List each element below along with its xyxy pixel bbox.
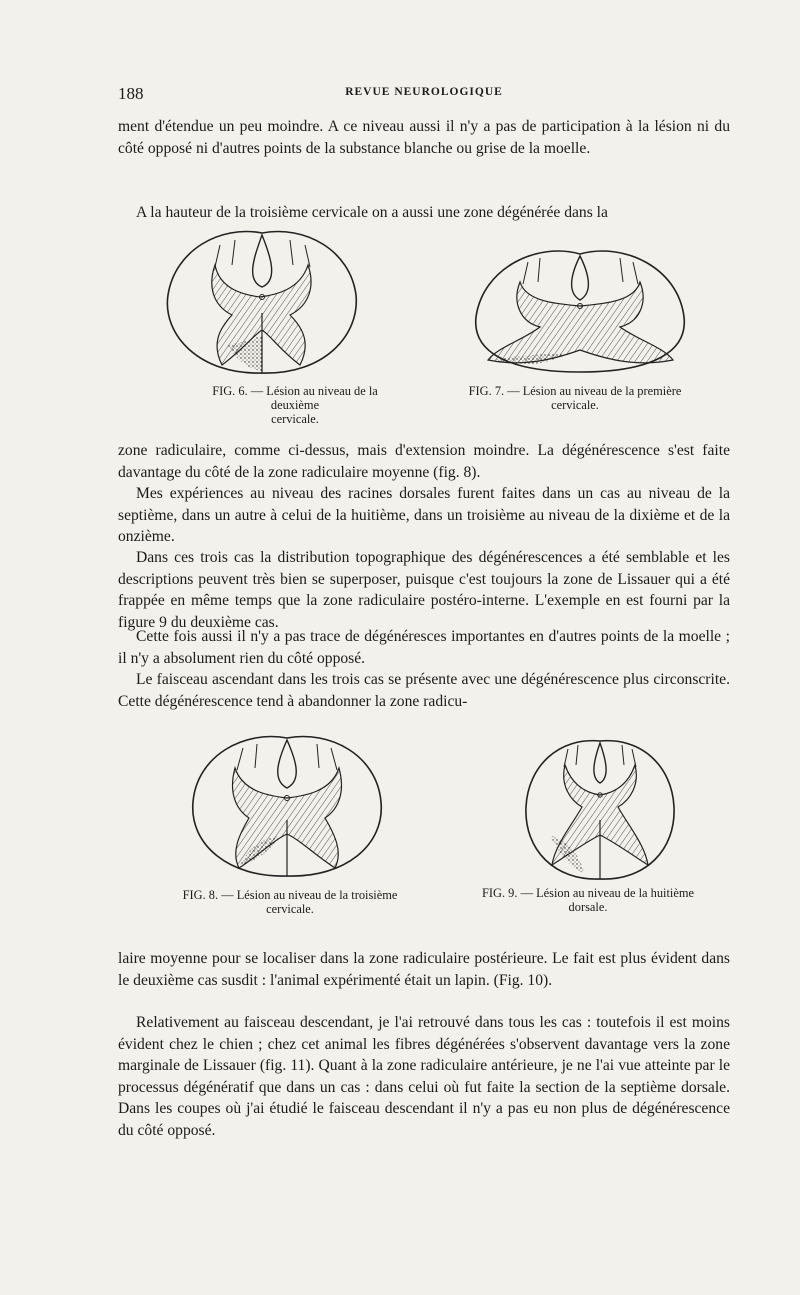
paragraph-1: ment d'étendue un peu moindre. A ce niveau aussi il n'y a pas de participation à la lésion ni du côté opposé ni d'autres points de la substance blanche ou grise de la moelle.: [118, 118, 730, 157]
spinal-cord-section-fig6: [160, 225, 365, 380]
paragraph-9: Relativement au faisceau descendant, je l'ai retrouvé dans tous les cas : toutefois il est moins évident chez le chien ; chez cet animal les fibres dégénérées s'observent davantage vers la zone marginale de Lissauer (fig. 11). Quant à la zone radiculaire antérieure, je ne l'ai vue atteinte par le processus dégénératif que dans un cas : dans celui où fut faite la section de la septième dorsale. Dans les coupes où j'ai étudié le faisceau descendant il n'y a pas eu non plus de dégénérescence du côté opposé.: [118, 1014, 730, 1139]
caption-fig7-text: — Lésion au niveau de la première: [507, 384, 682, 398]
caption-fig8-label: FIG. 8.: [182, 888, 219, 902]
spinal-cord-section-fig9: [520, 735, 680, 885]
paragraph-7: Le faisceau ascendant dans les trois cas se présente avec une dégénérescence plus circonscrite. Cette dégénérescence tend à abandonner la zone radicu-: [118, 671, 730, 710]
page-header: [118, 84, 730, 106]
paragraph-2: A la hauteur de la troisième cervicale on a aussi une zone dégénérée dans la: [136, 204, 608, 221]
figure-6: [160, 225, 365, 380]
running-title: REVUE NEUROLOGIQUE: [345, 86, 503, 98]
figure-8: [185, 730, 390, 880]
caption-fig8: [180, 888, 400, 916]
caption-fig7-text2: cervicale.: [551, 398, 599, 412]
spinal-cord-section-fig8: [185, 730, 390, 880]
caption-fig9: [438, 886, 738, 914]
caption-fig6-text2: cervicale.: [271, 412, 319, 426]
caption-fig6-label: FIG. 6.: [212, 384, 248, 398]
caption-fig7: [440, 384, 710, 412]
paragraph-5: Dans ces trois cas la distribution topographique des dégénérescences a été semblable et les descriptions peuvent très bien se superposer, puisque c'est toujours la zone de Lissauer qui a été frappée en même temps que la zone radiculaire postéro-interne. L'exemple en est fourni par la figure 9 du deuxième cas.: [118, 549, 730, 631]
page-number: 188: [118, 84, 144, 103]
caption-fig8-text: — Lésion au niveau de la troisième: [221, 888, 398, 902]
caption-fig9-label: FIG. 9.: [482, 886, 518, 900]
figure-9: [520, 735, 680, 885]
figure-7: [468, 242, 693, 377]
paragraph-6: Cette fois aussi il n'y a pas trace de dégénéresces importantes en d'autres points de la moelle ; il n'y a absolument rien du côté opposé.: [118, 628, 730, 667]
caption-fig8-text2: cervicale.: [266, 902, 314, 916]
caption-fig7-label: FIG. 7.: [468, 384, 505, 398]
caption-fig9-text2: dorsale.: [568, 900, 608, 914]
paragraph-8: laire moyenne pour se localiser dans la zone radiculaire postérieure. Le fait est plus évident dans le deuxième cas susdit : l'animal expérimenté était un lapin. (Fig. 10).: [118, 950, 730, 989]
caption-fig9-text: — Lésion au niveau de la huitième: [520, 886, 694, 900]
caption-fig6-text: — Lésion au niveau de la deuxième: [250, 384, 378, 412]
paragraph-4: Mes expériences au niveau des racines dorsales furent faites dans un cas au niveau de la septième, dans un autre à celui de la huitième, dans un troisième au niveau de la dixième et de la onzième.: [118, 485, 730, 545]
caption-fig6: [200, 384, 390, 426]
spinal-cord-section-fig7: [468, 242, 693, 377]
paragraph-3: zone radiculaire, comme ci-dessus, mais d'extension moindre. La dégénérescence s'est faite davantage du côté de la zone radiculaire moyenne (fig. 8).: [118, 442, 730, 481]
